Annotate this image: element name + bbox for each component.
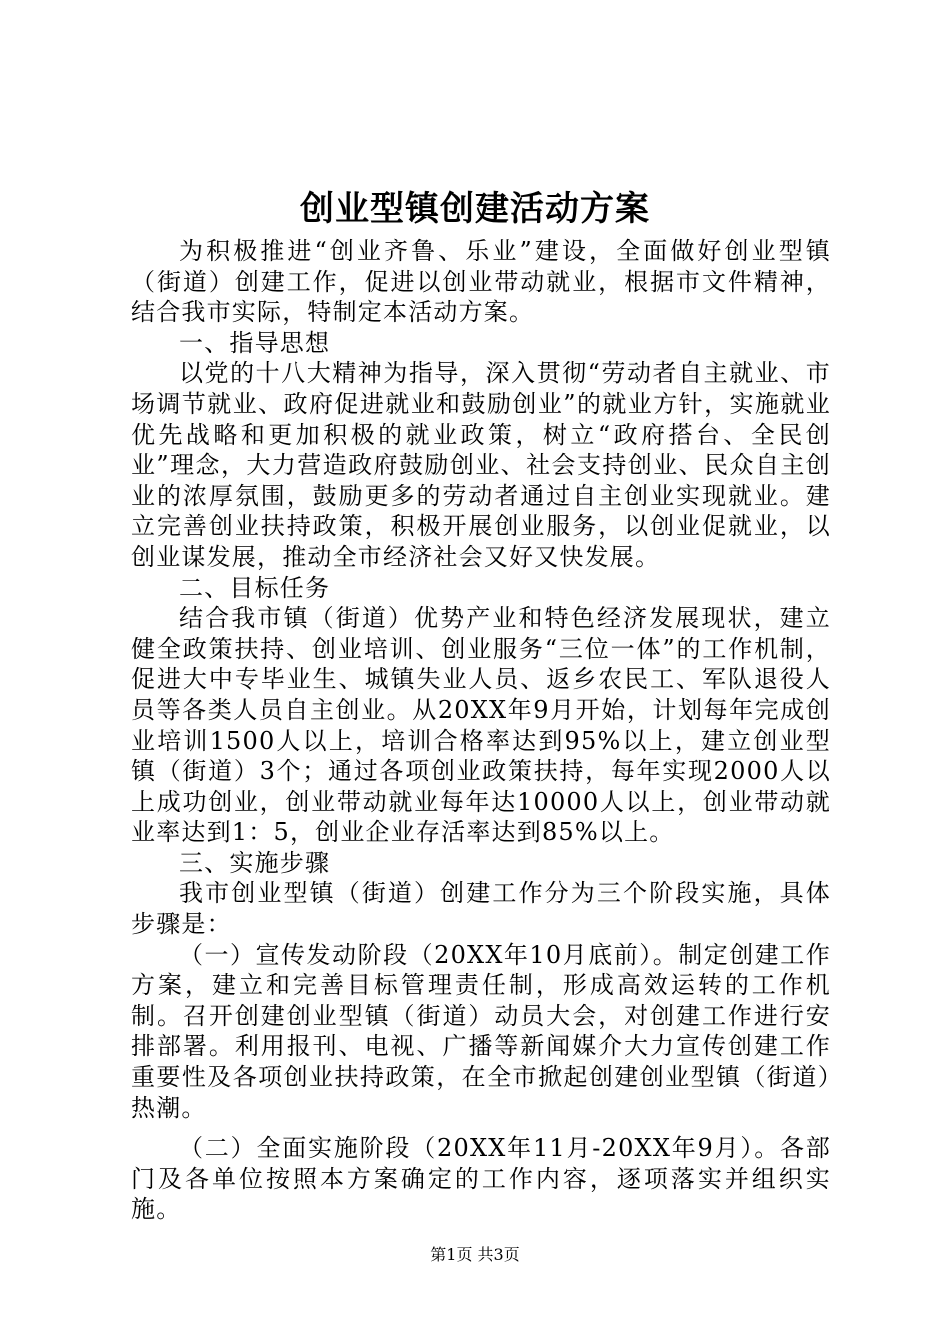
guiding-ideology-paragraph: 以党的十八大精神为指导，深入贯彻“劳动者自主就业、市场调节就业、政府促进就业和鼓励创业”的就业方针，实施就业优先战略和更加积极的就业政策，树立“政府搭台、全民创业”理念，大力营造政府鼓励创业、社会支持创业、民众自主创业的浓厚氛围，鼓励更多的劳动者通过自主创业实现就业。建立完善创业扶持政策，积极开展创业服务，以创业促就业，以创业谋发展，推动全市经济社会又好又快发展。 [131,359,831,571]
step-one-paragraph: （一）宣传发动阶段（20XX年10月底前）。制定创建工作方案，建立和完善目标管理责任制，形成高效运转的工作机制。召开创建创业型镇（街道）动员大会，对创建工作进行安排部署。利用报刊、电视、广播等新闻媒介大力宣传创建工作重要性及各项创业扶持政策，在全市掀起创建创业型镇（街道）热潮。 [131,940,831,1122]
document-title: 创业型镇创建活动方案 [300,189,650,229]
section-heading-guiding-ideology: 一、指导思想 [179,328,331,357]
section-heading-goals: 二、目标任务 [179,573,331,602]
goals-paragraph: 结合我市镇（街道）优势产业和特色经济发展现状，建立健全政策扶持、创业培训、创业服务“三位一体”的工作机制，促进大中专毕业生、城镇失业人员、返乡农民工、军队退役人员等各类人员自主创业。从20XX年9月开始，计划每年完成创业培训1500人以上，培训合格率达到95%以上，建立创业型镇（街道）3个；通过各项创业政策扶持，每年实现2000人以上成功创业，创业带动就业每年达10000人以上，创业带动就业率达到1：5，创业企业存活率达到85%以上。 [131,604,831,847]
step-two-paragraph: （二）全面实施阶段（20XX年11月-20XX年9月）。各部门及各单位按照本方案确定的工作内容，逐项落实并组织实施。 [131,1134,831,1224]
steps-intro-paragraph: 我市创业型镇（街道）创建工作分为三个阶段实施，具体步骤是： [131,879,831,939]
page-footer: 第1页 共3页 [430,1245,520,1264]
section-heading-steps: 三、实施步骤 [179,848,331,877]
document-body [131,236,831,1225]
intro-paragraph: 为积极推进“创业齐鲁、乐业”建设，全面做好创业型镇（街道）创建工作，促进以创业带动就业，根据市文件精神，结合我市实际，特制定本活动方案。 [131,237,831,327]
